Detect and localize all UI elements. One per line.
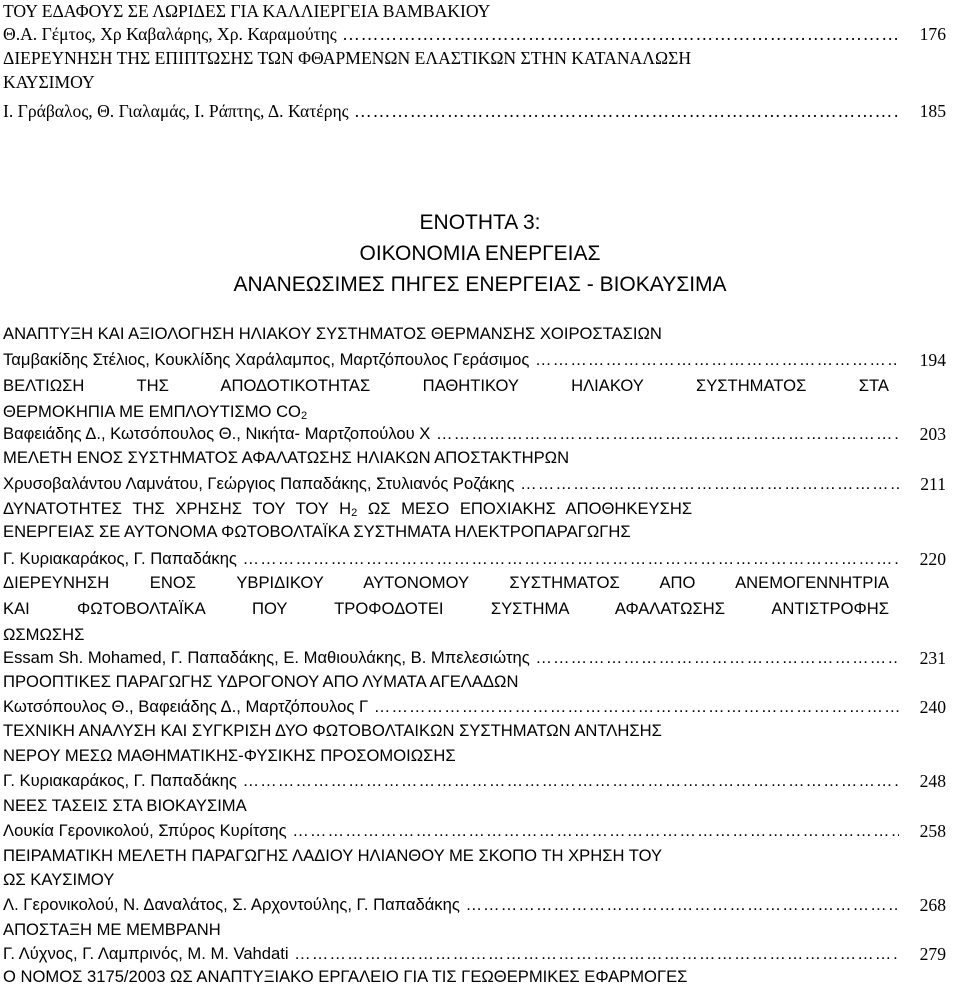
toc-entry-title-text: ΩΣ ΜΕΣΟ ΕΠΟΧΙΑΚΗΣ ΑΠΟΘΗΚΕΥΣΗΣ <box>357 499 693 518</box>
toc-title-line <box>0 669 960 695</box>
toc-title-line <box>0 45 960 71</box>
toc-title-line <box>0 373 960 399</box>
toc-title-line <box>0 867 960 893</box>
toc-entry-authors: Γ. Κυριακαράκος, Γ. Παπαδάκης …………………………………………………………………………………………………………………………………………………………………………………… <box>3 546 899 572</box>
toc-page-number: 220 <box>919 549 946 569</box>
toc-entry-title: ΤΟΥ ΕΔΑΦΟΥΣ ΣΕ ΛΩΡΙΔΕΣ ΓΙΑ ΚΑΛΛΙΕΡΓΕΙΑ ΒΑΜΒΑΚΙΟΥ <box>3 1 491 21</box>
toc-entry-authors: Κωτσόπουλος Θ., Βαφειάδης Δ., Μαρτζόπουλος Γ …………………………………………………………………………………………………………………………………………………………………………………… <box>3 694 899 720</box>
toc-entry-title: ΝΕΕΣ ΤΑΣΕΙΣ ΣΤΑ ΒΙΟΚΑΥΣΙΜΑ <box>3 796 247 815</box>
toc-author-line <box>0 892 960 918</box>
toc-title-line <box>0 793 960 819</box>
toc-title-line <box>0 964 960 990</box>
toc-entry-authors: Ι. Γράβαλος, Θ. Γιαλαμάς, Ι. Ράπτης, Δ. Κατέρης …………………………………………………………………………………………………………………………………………………………………………………… <box>3 98 899 124</box>
toc-page-number: 211 <box>920 474 946 494</box>
toc-page-number: 194 <box>919 350 946 370</box>
toc-author-line <box>0 768 960 794</box>
toc-entry-title: ΜΕΛΕΤΗ ΕΝΟΣ ΣΥΣΤΗΜΑΤΟΣ ΑΦΑΛΑΤΩΣΗΣ ΗΛΙΑΚΩΝ ΑΠΟΣΤΑΚΤΗΡΩΝ <box>3 448 570 467</box>
toc-page-number: 185 <box>919 101 946 121</box>
toc-page-number: 176 <box>919 24 946 44</box>
toc-title-line <box>0 570 960 596</box>
section-heading-title: ΟΙΚΟΝΟΜΙΑ ΕΝΕΡΓΕΙΑΣ <box>359 242 601 265</box>
toc-author-line <box>0 645 960 671</box>
toc-entry-title: ΔΙΕΡΕΥΝΗΣΗ ΤΗΣ ΕΠΙΠΤΩΣΗΣ ΤΩΝ ΦΘΑΡΜΕΝΩΝ ΕΛΑΣΤΙΚΩΝ ΣΤΗΝ ΚΑΤΑΝΑΛΩΣΗ <box>3 48 692 68</box>
toc-author-line <box>0 21 960 47</box>
toc-entry-title: ΩΣΜΩΣΗΣ <box>3 625 85 644</box>
toc-page-number: 240 <box>919 697 946 717</box>
toc-entry-authors: Λουκία Γερονικολού, Σπύρος Κυρίτσης …………………………………………………………………………………………………………………………………………………………………………………… <box>3 818 899 844</box>
toc-title-line <box>0 743 960 769</box>
toc-entry-title-text: ΔΥΝΑΤΟΤΗΤΕΣ ΤΗΣ ΧΡΗΣΗΣ ΤΟΥ ΤΟΥ Η <box>3 499 352 518</box>
toc-author-line <box>0 546 960 572</box>
toc-page-number: 248 <box>919 771 946 791</box>
toc-title-line <box>0 596 960 622</box>
toc-title-line <box>0 718 960 744</box>
toc-page-number: 268 <box>919 895 946 915</box>
toc-entry-title: ΤΕΧΝΙΚΗ ΑΝΑΛΥΣΗ ΚΑΙ ΣΥΓΚΡΙΣΗ ΔΥΟ ΦΩΤΟΒΟΛΤΑΙΚΩΝ ΣΥΣΤΗΜΑΤΩΝ ΑΝΤΛΗΣΗΣ <box>3 721 662 740</box>
toc-entry-title: ΚΑΥΣΙΜΟΥ <box>3 72 95 92</box>
toc-page-number: 203 <box>919 424 946 444</box>
toc-author-line <box>0 694 960 720</box>
toc-entry-authors: Essam Sh. Mohamed, Γ. Παπαδάκης, Ε. Μαθιουλάκης, Β. Μπελεσιώτης …………………………………………………………………………………………………………………………………………………………………………………… <box>3 645 899 671</box>
toc-entry-authors: Θ.Α. Γέμτος, Χρ Καβαλάρης, Χρ. Καραμούτης …………………………………………………………………………………………………………………………………………………………………………………… <box>3 21 899 47</box>
section-heading-number: ΕΝΟΤΗΤΑ 3: <box>419 211 541 234</box>
toc-page-number: 258 <box>919 821 946 841</box>
toc-entry-authors: Γ. Κυριακαράκος, Γ. Παπαδάκης …………………………………………………………………………………………………………………………………………………………………………………… <box>3 768 899 794</box>
toc-title-line <box>0 445 960 471</box>
toc-entry-authors: Λ. Γερονικολού, Ν. Δαναλάτος, Σ. Αρχοντούλης, Γ. Παπαδάκης …………………………………………………………………………………………………………………………………………………………………………………… <box>3 892 899 918</box>
toc-entry-title: ΩΣ ΚΑΥΣΙΜΟΥ <box>3 870 115 889</box>
toc-entry-title: ΒΕΛΤΙΩΣΗ ΤΗΣ ΑΠΟΔΟΤΙΚΟΤΗΤΑΣ ΠΑΘΗΤΙΚΟΥ ΗΛΙΑΚΟΥ ΣΥΣΤΗΜΑΤΟΣ ΣΤΑ <box>3 376 889 395</box>
toc-entry-title: ΠΡΟΟΠΤΙΚΕΣ ΠΑΡΑΓΩΓΗΣ ΥΔΡΟΓΟΝΟΥ ΑΠΟ ΛΥΜΑΤΑ ΑΓΕΛΑΔΩΝ <box>3 672 519 691</box>
toc-author-line <box>0 421 960 447</box>
toc-author-line <box>0 471 960 497</box>
toc-entry-authors: Βαφειάδης Δ., Κωτσόπουλος Θ., Νικήτα- Μαρτζοπούλου Χ …………………………………………………………………………………………………………………………………………………………………………………… <box>3 421 899 447</box>
toc-entry-title: ΕΝΕΡΓΕΙΑΣ ΣΕ ΑΥΤΟΝΟΜΑ ΦΩΤΟΒΟΛΤΑΪΚΑ ΣΥΣΤΗΜΑΤΑ ΗΛΕΚΤΡΟΠΑΡΑΓΩΓΗΣ <box>3 522 631 541</box>
toc-author-line <box>0 347 960 373</box>
subscript: 2 <box>351 507 358 519</box>
subscript: 2 <box>300 410 308 422</box>
toc-page-number: 279 <box>919 944 946 964</box>
toc-title-line <box>0 917 960 943</box>
toc-entry-title: ΠΕΙΡΑΜΑΤΙΚΗ ΜΕΛΕΤΗ ΠΑΡΑΓΩΓΗΣ ΛΑΔΙΟΥ ΗΛΙΑΝΘΟΥ ΜΕ ΣΚΟΠΟ ΤΗ ΧΡΗΣΗ ΤΟΥ <box>3 846 663 865</box>
toc-entry-title: ΔΙΕΡΕΥΝΗΣΗ ΕΝΟΣ ΥΒΡΙΔΙΚΟΥ ΑΥΤΟΝΟΜΟΥ ΣΥΣΤΗΜΑΤΟΣ ΑΠΟ ΑΝΕΜΟΓΕΝΝΗΤΡΙΑ <box>3 573 889 592</box>
toc-entry-authors: Ταμβακίδης Στέλιος, Κουκλίδης Χαράλαμπος, Μαρτζόπουλος Γεράσιμος …………………………………………………………………………………………………………………………………………………………………………………… <box>3 347 899 373</box>
toc-author-line <box>0 98 960 124</box>
toc-title-line <box>0 519 960 545</box>
toc-entry-title: ΑΠΟΣΤΑΞΗ ΜΕ ΜΕΜΒΡΑΝΗ <box>3 920 221 939</box>
toc-entry-title: ΚΑΙ ΦΩΤΟΒΟΛΤΑΪΚΑ ΠΟΥ ΤΡΟΦΟΔΟΤΕΙ ΣΥΣΤΗΜΑ ΑΦΑΛΑΤΩΣΗΣ ΑΝΤΙΣΤΡΟΦΗΣ <box>3 599 889 618</box>
toc-entry-authors: Χρυσοβαλάντου Λαμνάτου, Γεώργιος Παπαδάκης, Στυλιανός Ροζάκης …………………………………………………………………………………………………………………………………………………………………………………… <box>3 471 899 497</box>
toc-title-line <box>0 843 960 869</box>
toc-entry-authors: Γ. Λύχνος, Γ. Λαμπρινός, Μ. Μ. Vahdati …………………………………………………………………………………………………………………………………………………………………………………… <box>3 941 899 967</box>
toc-entry-title-text: ΘΕΡΜΟΚΗΠΙΑ ΜΕ ΕΜΠΛΟΥΤΙΣΜΟ CO <box>3 402 301 421</box>
toc-title-line <box>0 321 960 347</box>
toc-title-line <box>0 69 960 95</box>
toc-author-line <box>0 818 960 844</box>
toc-entry-title: Ο ΝΟΜΟΣ 3175/2003 ΩΣ ΑΝΑΠΤΥΞΙΑΚΟ ΕΡΓΑΛΕΙΟ ΓΙΑ ΤΙΣ ΓΕΩΘΕΡΜΙΚΕΣ ΕΦΑΡΜΟΓΕΣ <box>3 967 688 986</box>
section-heading-subtitle: ΑΝΑΝΕΩΣΙΜΕΣ ΠΗΓΕΣ ΕΝΕΡΓΕΙΑΣ - ΒΙΟΚΑΥΣΙΜΑ <box>233 273 727 296</box>
toc-page-number: 231 <box>919 648 946 668</box>
toc-entry-title: ΝΕΡΟΥ ΜΕΣΩ ΜΑΘΗΜΑΤΙΚΗΣ-ΦΥΣΙΚΗΣ ΠΡΟΣΟΜΟΙΩΣΗΣ <box>3 746 456 765</box>
toc-entry-title: ΑΝΑΠΤΥΞΗ ΚΑΙ ΑΞΙΟΛΟΓΗΣΗ ΗΛΙΑΚΟΥ ΣΥΣΤΗΜΑΤΟΣ ΘΕΡΜΑΝΣΗΣ ΧΟΙΡΟΣΤΑΣΙΩΝ <box>3 324 662 343</box>
